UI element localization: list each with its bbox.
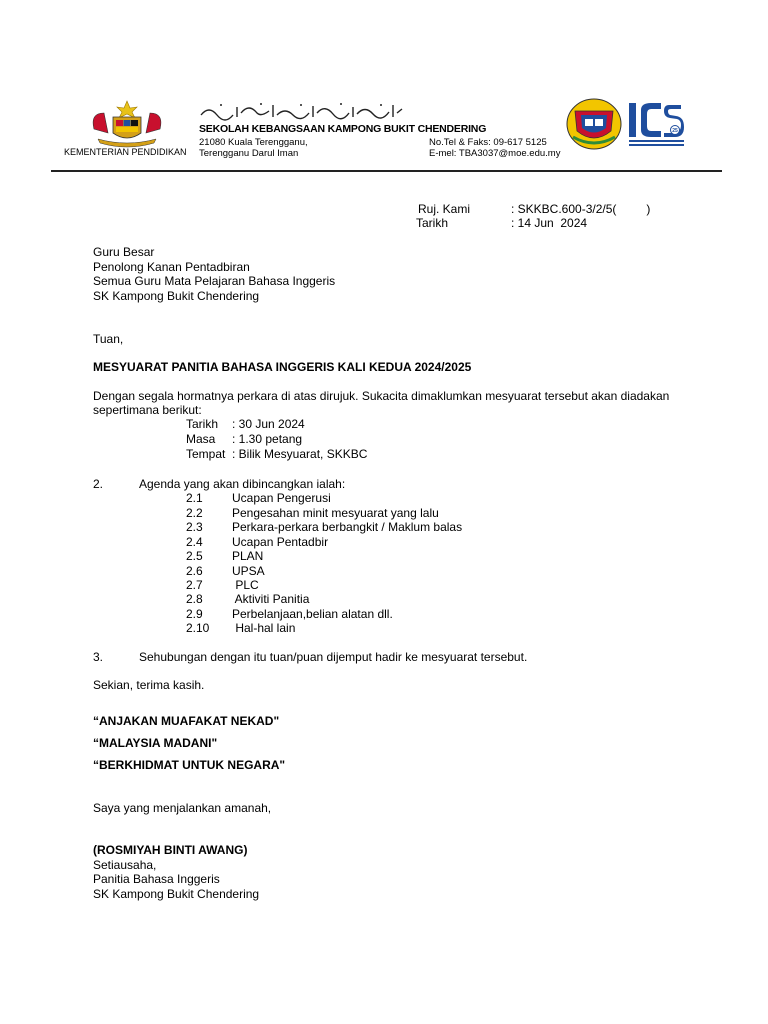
ministry-name: KEMENTERIAN PENDIDIKAN bbox=[64, 147, 187, 157]
address-line1: 21080 Kuala Terengganu, bbox=[199, 137, 308, 148]
agenda-item-no: 2.9 bbox=[186, 607, 203, 621]
letterhead bbox=[0, 0, 768, 175]
slogan: “MALAYSIA MADANI" bbox=[93, 736, 218, 750]
agenda-item-no: 2.8 bbox=[186, 592, 203, 606]
intro-line2: sepertimana berikut: bbox=[93, 403, 202, 417]
agenda-item-text: UPSA bbox=[232, 564, 265, 578]
agenda-number: 2. bbox=[93, 477, 104, 491]
agenda-item-text: Pengesahan minit mesyuarat yang lalu bbox=[232, 506, 439, 520]
school-name: SEKOLAH KEBANGSAAN KAMPONG BUKIT CHENDERING bbox=[199, 123, 487, 135]
detail-label: Tempat bbox=[186, 447, 226, 461]
tarikh-value: : 14 Jun 2024 bbox=[511, 216, 588, 230]
header-divider bbox=[51, 170, 722, 172]
recipient-line: Penolong Kanan Pentadbiran bbox=[93, 260, 250, 274]
agenda-item-no: 2.4 bbox=[186, 535, 203, 549]
closing: Sekian, terima kasih. bbox=[93, 678, 205, 692]
sign-intro: Saya yang menjalankan amanah, bbox=[93, 801, 272, 815]
agenda-item-no: 2.7 bbox=[186, 578, 203, 592]
agenda-item-text: Hal-hal lain bbox=[232, 621, 296, 635]
agenda-item-text: Ucapan Pentadbir bbox=[232, 535, 329, 549]
recipient-line: Semua Guru Mata Pelajaran Bahasa Inggeris bbox=[93, 274, 336, 288]
intro-line1: Dengan segala hormatnya perkara di atas dirujuk. Sukacita dimaklumkan mesyuarat tersebut akan diadakan bbox=[93, 389, 670, 403]
jawi-school-name-calligraphy bbox=[199, 101, 404, 121]
detail-label: Masa bbox=[186, 432, 216, 446]
detail-value: : 1.30 petang bbox=[232, 432, 303, 446]
slogan: “BERKHIDMAT UNTUK NEGARA" bbox=[93, 758, 286, 772]
tarikh-label: Tarikh bbox=[416, 216, 449, 230]
detail-value: : Bilik Mesyuarat, SKKBC bbox=[232, 447, 368, 461]
agenda-intro: Agenda yang akan dibincangkan ialah: bbox=[139, 477, 346, 491]
signatory-school: SK Kampong Bukit Chendering bbox=[93, 887, 260, 901]
agenda-item-no: 2.2 bbox=[186, 506, 203, 520]
agenda-item-text: PLAN bbox=[232, 549, 264, 563]
email: E-mel: TBA3037@moe.edu.my bbox=[429, 148, 561, 159]
ruj-label: Ruj. Kami bbox=[418, 202, 471, 216]
signatory-unit: Panitia Bahasa Inggeris bbox=[93, 872, 220, 886]
recipient-line: SK Kampong Bukit Chendering bbox=[93, 289, 260, 303]
salutation: Tuan, bbox=[93, 332, 124, 346]
slogan: “ANJAKAN MUAFAKAT NEKAD" bbox=[93, 714, 280, 728]
agenda-item-text: Ucapan Pengerusi bbox=[232, 491, 331, 505]
agenda-item-text: Perkara-perkara berbangkit / Maklum balas bbox=[232, 520, 463, 534]
para3-number: 3. bbox=[93, 650, 104, 664]
subject-heading: MESYUARAT PANITIA BAHASA INGGERIS KALI KEDUA 2024/2025 bbox=[93, 360, 472, 374]
agenda-item-no: 2.1 bbox=[186, 491, 203, 505]
school-crest-logo bbox=[565, 97, 623, 151]
ruj-value: : SKKBC.600-3/2/5( ) bbox=[511, 202, 651, 216]
agenda-item-text: Aktiviti Panitia bbox=[232, 592, 310, 606]
detail-label: Tarikh bbox=[186, 417, 219, 431]
recipient-line: Guru Besar bbox=[93, 245, 155, 259]
agenda-item-no: 2.6 bbox=[186, 564, 203, 578]
address-line2: Terengganu Darul Iman bbox=[199, 148, 299, 159]
agenda-item-no: 2.3 bbox=[186, 520, 203, 534]
quality-standard-logo bbox=[627, 100, 685, 148]
agenda-item-text: Perbelanjaan,belian alatan dll. bbox=[232, 607, 393, 621]
agenda-item-no: 2.10 bbox=[186, 621, 210, 635]
detail-value: : 30 Jun 2024 bbox=[232, 417, 305, 431]
para3-text: Sehubungan dengan itu tuan/puan dijemput hadir ke mesyuarat tersebut. bbox=[139, 650, 528, 664]
svg-text:25: 25 bbox=[672, 128, 678, 134]
coat-of-arms-logo bbox=[86, 99, 168, 149]
phone-fax: No.Tel & Faks: 09-617 5125 bbox=[429, 137, 547, 148]
agenda-item-text: PLC bbox=[232, 578, 259, 592]
signatory-name: (ROSMIYAH BINTI AWANG) bbox=[93, 843, 248, 857]
signatory-title: Setiausaha, bbox=[93, 858, 157, 872]
agenda-item-no: 2.5 bbox=[186, 549, 203, 563]
